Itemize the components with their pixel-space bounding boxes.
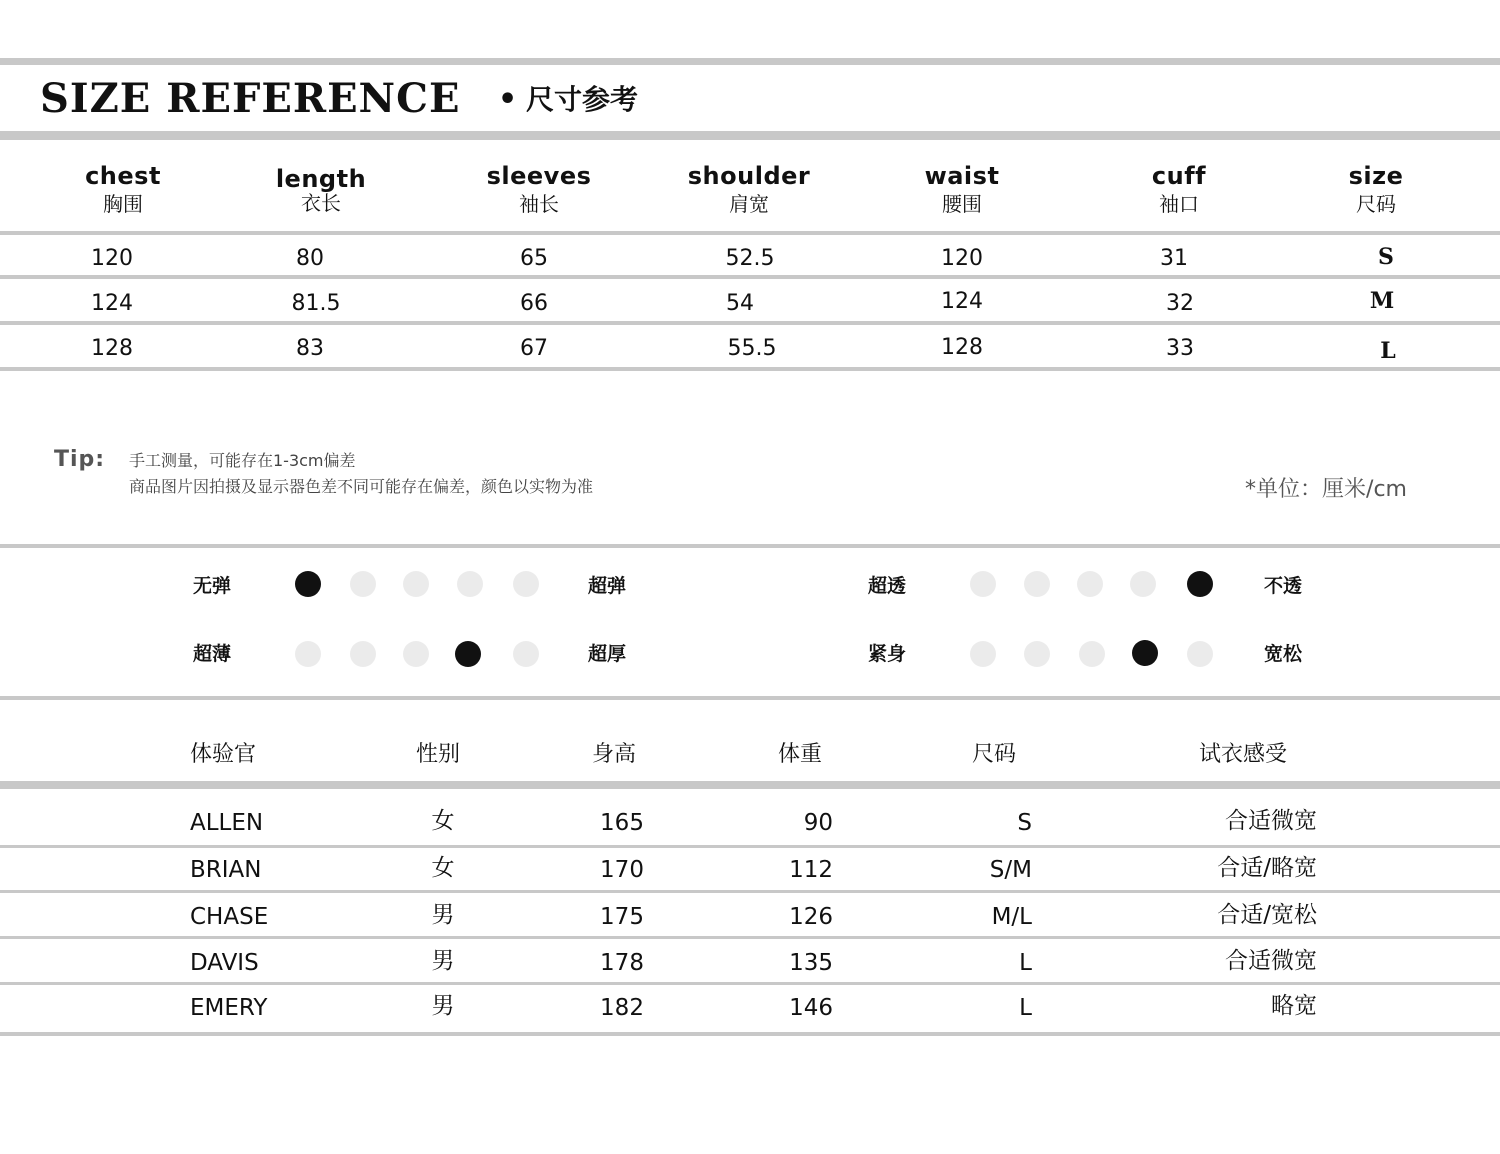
- scale-dot: [970, 571, 996, 597]
- tester-row-height: 170: [600, 857, 644, 883]
- scale-dot: [295, 641, 321, 667]
- tester-row-height: 182: [600, 995, 644, 1021]
- scale-dot: [403, 571, 429, 597]
- size-row-m-chest: 124: [91, 291, 133, 316]
- tester-row-weight: 112: [789, 857, 833, 883]
- size-row-m-length: 81.5: [291, 291, 341, 316]
- scale-dot: [403, 641, 429, 667]
- col-header-size-cn: 尺码: [1356, 192, 1396, 216]
- scale-left-label: 无弹: [193, 575, 232, 597]
- tester-row-weight: 126: [789, 904, 833, 930]
- size-row-l-sleeves: 67: [520, 336, 548, 361]
- tip-label: Tip:: [54, 447, 106, 472]
- tester-row-gender: 男: [431, 902, 455, 928]
- tester-row-rule: [0, 982, 1500, 985]
- size-row-m-waist: 124: [941, 289, 983, 314]
- title-top-rule: [0, 58, 1500, 65]
- tip-line-2: 商品图片因拍摄及显示器色差不同可能存在偏差，颜色以实物为准: [129, 477, 594, 496]
- col-header-chest: [33, 162, 213, 218]
- scale-right-label: 超厚: [588, 643, 627, 665]
- col-header-sleeves: [449, 162, 629, 218]
- tester-row-weight: 90: [803, 810, 833, 836]
- tester-row-name: BRIAN: [190, 857, 262, 883]
- col-header-shoulder: [659, 162, 839, 218]
- scale-dot: [1130, 571, 1156, 597]
- tester-row-size: S: [1017, 810, 1032, 836]
- scale-left-label: 超透: [868, 575, 907, 597]
- size-row-l-waist: 128: [941, 335, 983, 360]
- size-row-s-shoulder: 52.5: [725, 246, 775, 271]
- scale-right-label: 宽松: [1264, 643, 1303, 665]
- title-bottom-rule: [0, 131, 1500, 140]
- col-header-waist-en: waist: [924, 162, 1000, 190]
- tester-table-bottom-rule: [0, 1032, 1500, 1036]
- tester-row-feeling: 合适微宽: [1225, 808, 1317, 834]
- tester-col-weight: 体重: [778, 742, 823, 767]
- title-separator: •: [498, 82, 518, 117]
- col-header-size: [1286, 162, 1466, 218]
- scale-dot-selected: [1187, 571, 1213, 597]
- scale-right-label: 超弹: [588, 575, 627, 597]
- size-row-rule: [0, 321, 1500, 325]
- scale-dot: [350, 571, 376, 597]
- tester-row-rule: [0, 845, 1500, 848]
- tester-row-size: L: [1019, 950, 1032, 976]
- size-row-m-size: M: [1369, 288, 1395, 314]
- size-row-m-shoulder: 54: [726, 291, 754, 316]
- tester-col-size: 尺码: [972, 742, 1017, 767]
- tester-row-size: L: [1019, 995, 1032, 1021]
- size-row-l-size: L: [1380, 338, 1396, 364]
- size-row-s-length: 80: [296, 246, 324, 271]
- col-header-length: [231, 165, 411, 217]
- scale-right-label: 不透: [1264, 575, 1303, 597]
- size-table-bottom-rule: [0, 367, 1500, 371]
- tester-header-rule: [0, 781, 1500, 789]
- scale-dot-selected: [455, 641, 481, 667]
- scale-dot: [970, 641, 996, 667]
- size-row-rule: [0, 275, 1500, 279]
- scale-dot: [1024, 571, 1050, 597]
- title-chinese: 尺寸参考: [526, 83, 639, 116]
- tester-col-feeling: 试衣感受: [1199, 742, 1288, 767]
- col-header-shoulder-en: shoulder: [687, 162, 811, 190]
- col-header-cuff-en: cuff: [1151, 162, 1207, 190]
- scale-dot-selected: [1132, 640, 1158, 666]
- size-header-rule: [0, 231, 1500, 235]
- tester-row-feeling: 合适微宽: [1225, 948, 1317, 974]
- tester-col-height: 身高: [592, 742, 637, 767]
- tester-row-name: EMERY: [190, 995, 268, 1021]
- tester-row-rule: [0, 936, 1500, 939]
- col-header-length-en: length: [275, 165, 367, 193]
- scale-left-label: 超薄: [193, 643, 232, 665]
- scale-dot: [513, 641, 539, 667]
- tester-row-rule: [0, 890, 1500, 893]
- tester-row-height: 165: [600, 810, 644, 836]
- scale-dot: [1187, 641, 1213, 667]
- col-header-chest-en: chest: [85, 162, 161, 190]
- scale-dot: [1024, 641, 1050, 667]
- size-row-l-chest: 128: [91, 336, 133, 361]
- tester-row-name: CHASE: [190, 904, 269, 930]
- size-row-m-sleeves: 66: [520, 291, 548, 316]
- tester-row-size: S/M: [989, 857, 1032, 883]
- col-header-waist-cn: 腰围: [942, 192, 982, 216]
- col-header-cuff-cn: 袖口: [1159, 192, 1199, 216]
- size-row-l-length: 83: [296, 336, 324, 361]
- tester-col-name: 体验官: [190, 742, 257, 767]
- tip-line-1: 手工测量，可能存在1-3cm偏差: [129, 451, 356, 470]
- scale-dot-selected: [295, 571, 321, 597]
- size-row-s-waist: 120: [941, 246, 983, 271]
- size-row-l-cuff: 33: [1166, 336, 1194, 361]
- scale-left-label: 紧身: [868, 643, 907, 665]
- title-english: SIZE REFERENCE: [40, 75, 461, 122]
- unit-note: *单位：厘米/cm: [1245, 477, 1407, 502]
- tester-row-feeling: 略宽: [1271, 993, 1317, 1019]
- tester-row-height: 175: [600, 904, 644, 930]
- scale-dot: [1079, 641, 1105, 667]
- tester-row-gender: 女: [431, 855, 455, 881]
- size-row-s-size: S: [1378, 244, 1394, 270]
- size-row-s-chest: 120: [91, 246, 133, 271]
- tester-row-gender: 男: [431, 993, 455, 1019]
- scale-dot: [457, 571, 483, 597]
- col-header-sleeves-cn: 袖长: [519, 192, 559, 216]
- col-header-waist: [872, 162, 1052, 218]
- tester-row-size: M/L: [991, 904, 1032, 930]
- scale-dot: [350, 641, 376, 667]
- tester-row-height: 178: [600, 950, 644, 976]
- size-row-s-sleeves: 65: [520, 246, 548, 271]
- size-row-l-shoulder: 55.5: [727, 336, 777, 361]
- tester-row-weight: 135: [789, 950, 833, 976]
- scales-bottom-rule: [0, 696, 1500, 700]
- scale-dot: [513, 571, 539, 597]
- col-header-sleeves-en: sleeves: [486, 162, 592, 190]
- tester-col-gender: 性别: [416, 742, 461, 767]
- tester-row-feeling: 合适/宽松: [1217, 902, 1317, 928]
- scales-top-rule: [0, 544, 1500, 548]
- scale-dot: [1077, 571, 1103, 597]
- col-header-size-en: size: [1348, 162, 1404, 190]
- col-header-shoulder-cn: 肩宽: [729, 192, 769, 216]
- tester-row-name: ALLEN: [190, 810, 264, 836]
- tester-row-weight: 146: [789, 995, 833, 1021]
- col-header-length-cn: 衣长: [301, 191, 341, 215]
- tester-row-gender: 男: [431, 948, 455, 974]
- tester-row-feeling: 合适/略宽: [1217, 855, 1317, 881]
- tester-row-name: DAVIS: [190, 950, 259, 976]
- tester-row-gender: 女: [431, 808, 455, 834]
- size-row-m-cuff: 32: [1166, 291, 1194, 316]
- col-header-cuff: [1089, 162, 1269, 218]
- size-row-s-cuff: 31: [1160, 246, 1188, 271]
- col-header-chest-cn: 胸围: [103, 192, 143, 216]
